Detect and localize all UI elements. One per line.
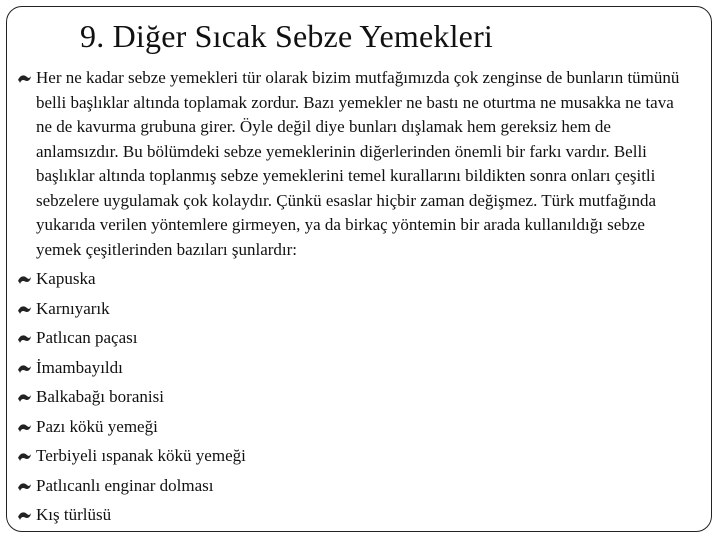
list-item: [17, 474, 707, 499]
list-item: [17, 415, 707, 440]
list-item-label: Karnıyarık: [36, 298, 110, 318]
list-item: [17, 326, 707, 351]
flourish-bullet-icon: [17, 333, 32, 345]
list-item-label: Pazı kökü yemeği: [36, 416, 158, 436]
flourish-bullet-icon: [17, 422, 32, 434]
list-item: [17, 297, 707, 322]
flourish-bullet-icon: [17, 481, 32, 493]
list-item: [17, 503, 707, 528]
list-item-label: Balkabağı boranisi: [36, 387, 164, 406]
bullet-list: [17, 66, 707, 533]
intro-text: Her ne kadar sebze yemekleri tür olarak bizim mutfağımızda çok zenginse de bunların tümünü belli başlıklar altında toplamak zordur. Bazı yemekler ne bastı ne oturtma ne musakka ne tava ne de kavurma grubuna girer. Öyle değil diye bunları dışlamak hem gereksiz hem de anlamsızdır. Bu bölümdeki sebze yemeklerinin diğerlerinden önemli bir farkı vardır. Belli başlıklar altında toplanmış sebze yemeklerini temel kurallarını bildikten sonra onları çeşitli sebzelere uygulamak çok kolaydır. Çünkü esaslar hiçbir zaman değişmez. Türk mutfağında yukarıda verilen yöntemlere girmeyen, ya da birkaç yöntemin bir arada kullanıldığı sebze yemek çeşitlerinden bazıları şunlardır:: [36, 68, 680, 259]
list-item-label: Patlıcan paçası: [36, 328, 138, 347]
flourish-bullet-icon: [17, 510, 32, 522]
flourish-bullet-icon: [17, 274, 32, 286]
flourish-bullet-icon: [17, 73, 32, 85]
list-item: [17, 356, 707, 381]
list-item: [17, 385, 707, 410]
intro-paragraph: [17, 66, 707, 262]
list-item-label: Kış türlüsü: [36, 505, 112, 524]
flourish-bullet-icon: [17, 304, 32, 316]
slide-title: 9. Diğer Sıcak Sebze Yemekleri: [80, 18, 494, 54]
list-item-label: Patlıcanlı enginar dolması: [36, 475, 214, 495]
list-item: [17, 444, 707, 469]
flourish-bullet-icon: [17, 451, 32, 463]
flourish-bullet-icon: [17, 363, 32, 375]
list-item: [17, 267, 707, 292]
list-item-label: Terbiyeli ıspanak kökü yemeği: [36, 446, 246, 465]
list-item-label: İmambayıldı: [36, 357, 123, 377]
list-item-label: Kapuska: [36, 269, 96, 288]
flourish-bullet-icon: [17, 392, 32, 404]
